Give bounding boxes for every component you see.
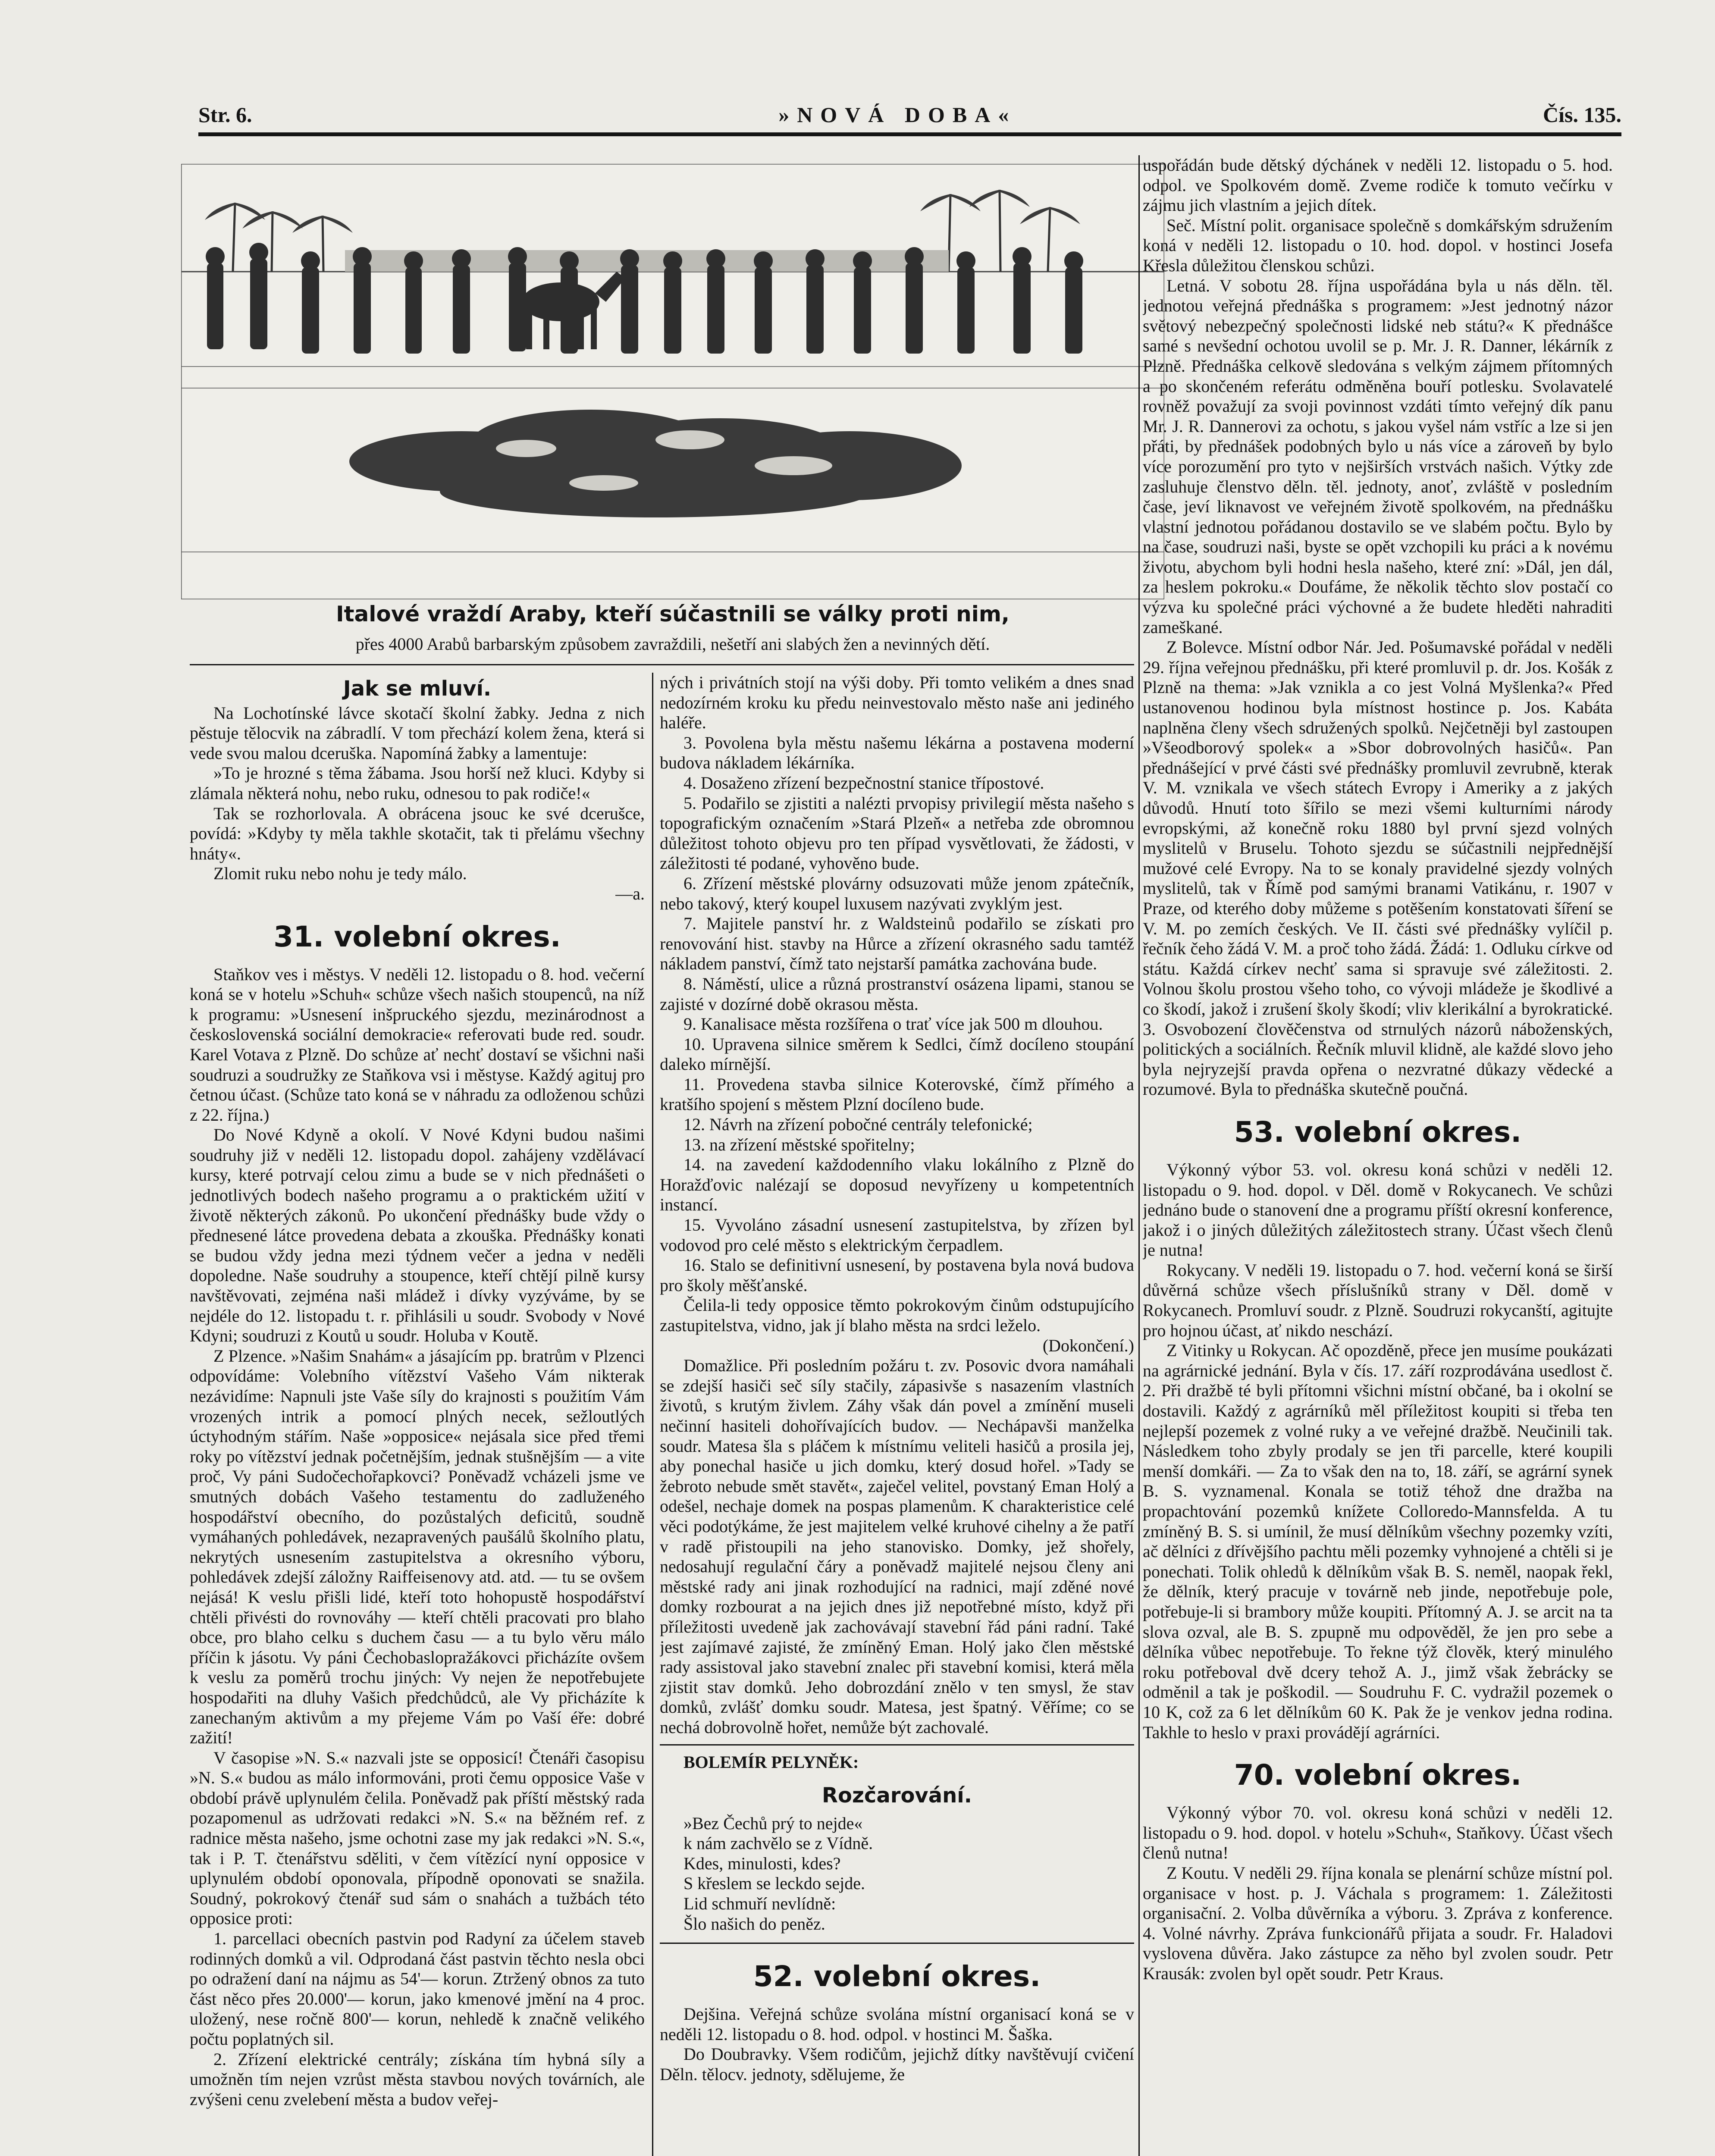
paragraph: Z Plzence. »Našim Snahám« a jásajícím pp. bratrům v Plzenci odpovídáme: Volebního vítězství Vašeho Vám nikterak nezávidíme: Napnuli jste Vaše síly do krajnosti s použitím Vám vrozených intrik a pomocí plných necek, sežloutlých úctyhodným stářím. Naše »opposice« nejásala sice před třemi roky po vítězství jednak početnějším, jednak stušnějším — a vite proč, Vy páni Sudočechořapkovci? Poněvadž vcházeli jsme ve smutných dobách Vašeho testamentu do zadluženého hospodářství obecního, do pozůstalých deficitů, soudně vymáhaných pohledávek, nezapravených paušálů školního platu, nekrytých usnesením zastupitelstva a okresního výboru, pohledávek zdejší záložny Raiffeisenovy atd. atd. — tu se ovšem nejásá! K veslu přišli lidé, kteří toto hohopustě hospodářství chtěli přivésti do rovnováhy — kteří chtěli pracovati pro blaho obce, pro blaho celku s duchem času — a tu bylo věru málo příčin k jásotu. Vy páni Čechobaslopražákovci přicházíte ovšem k veslu za poměrů trochu jiných: Vy nejen že nepotřebujete hospodařiti na dluhy Vašich předchůdců, ale Vy přicházíte k zanechaným aktivům a my přejeme Vám po Vaší éře: dobré zažití! [190,1346,645,1748]
paragraph: Z Koutu. V neděli 29. října konala se plenární schůze místní pol. organisace v host. p. J. Váchala s programem: 1. Záležitosti organisační. 2. Volba důvěrníka a výboru. 3. Zpráva z konference. 4. Volné návrhy. Zpráva funkcionářů přijata a soudr. Fr. Haladovi vyslovena důvěra. Jako zástupce za něho byl zvolen soudr. Petr Krausák: zvolen byl opět soudr. Petr Kraus. [1143,1863,1613,1983]
illustration-execution-scene [181,164,1164,599]
paragraph: V časopise »N. S.« nazvali jste se opposicí! Čtenáři časopisu »N. S.« budou as málo informováni, proti čemu opposice Vaše v období právě uplynulém čelila. Poněvadž pak příští městský rada pozapomenul as udržovati redakci »N. S.« na běžném ref. z radnice města našeho, jsme ochotni zase my jak redakci »N. S.«, tak i P. T. čtenářstvu sděliti, v čem vítězící nyní opposice v uplynulém období oponovala, přípodně oponovati se snažila. Soudný, pokrokový čtenář sud sám o snahách a tužbách této opposice proti: [190,1748,645,1928]
list-item: 12. Návrh na zřízení pobočné centrály telefonické; [683,1115,1033,1134]
issue-number: Čís. 135. [1543,103,1621,127]
section-heading: 31. volební okres. [273,920,561,953]
illustration-caption: Italové vraždí Araby, kteří súčastnili se války proti nim, [335,602,1010,627]
poem-line: Kdes, minulosti, kdes? [683,1853,841,1873]
poem-line: k nám zachvělo se z Vídně. [683,1833,873,1853]
paragraph: Výkonný výbor 53. vol. okresu koná schůzi v neděli 12. listopadu o 9. hod. dopol. v Děl. domě v Rokycanech. Ve schůzi jednáno bude o stanovení dne a programu příští okresní konference, jakož i o jiných důležitých záležitostech strany. Účast všech členů je nutna! [1143,1159,1613,1260]
paragraph: Letná. V sobotu 28. října uspořádána byla u nás děln. těl. jednotou veřejná přednáška s programem: »Jest jednotný názor světový nebezpečný společnosti lidské neb státu?« K přednášce samé s nevšední ochotou uvolil se p. Mr. J. R. Danner, lékárník z Plzně. Přednáška celkově sledována s velkým zájmem přítomných a po skončeném referátu odměněna bouří potlesku. Svolavatelé rovněž považují za svoji povinnost vzdáti tímto veřejný dík panu Mr. J. R. Dannerovi za ochotu, s jakou vyšel nám vstříc a lze si jen přáti, by přednášek podobných bylo u nás více a zároveň by bylo více porozumění pro tyto v nejširších vrstvách našich. Výtky zde zasluhuje členstvo děln. těl. jednoty, anoť, zvláště v posledním čase, jeví liknavost ve veřejném životě spolkovém, na přednášku vlastní jednotou pořádanou dostavilo se ve slabém počtu. Bylo by na čase, soudruzi naši, byste se opět vzchopili ku práci a k novému životu, abychom byli hodni hesla našeho, které zní: »Dál, jen dál, za heslem pokroku.« Doufáme, že několik těchto slov postačí co výzva ku společné práci výchovné a že budete hleděti nahraditi zameškané. [1143,276,1613,637]
list-item: 9. Kanalisace města rozšířena o trať více jak 500 m dlouhou. [683,1014,1103,1034]
list-item: 14. na zavedení každodenního vlaku lokálního z Plzně do Horažďovic nalézají se doposud nevyřízeny u kompetentních instancí. [660,1155,1134,1215]
section-heading: 53. volební okres. [1234,1115,1522,1149]
paragraph: Seč. Místní polit. organisace společně s domkářským sdružením koná v neděli 12. listopadu o 10. hod. dopol. v hostinci Josefa Křesla důležitou členskou schůzi. [1143,215,1613,275]
list-item: 16. Stalo se definitivní usnesení, by postavena byla nová budova pro školy měšťanské. [660,1255,1134,1295]
list-item: 4. Dosaženo zřízení bezpečnostní stanice třípostové. [683,773,1044,793]
poem-line: Šlo našich do peněz. [683,1914,825,1934]
signature: —a. [615,884,645,903]
caption-divider [190,664,1134,665]
column-left [190,673,645,2156]
paragraph: Rokycany. V neděli 19. listopadu o 7. hod. večerní koná se širší důvěrná schůze všech příslušníků strany v Děl. domě v Rokycanech. Promluví soudr. z Plzně. Soudruzi rokycanští, agitujte pro hojnou účast, ať nikdo neschází. [1143,1260,1613,1340]
poem-line: S křeslem se leckdo sejde. [683,1874,865,1893]
paragraph: uspořádán bude dětský dýchánek v neděli 12. listopadu o 5. hod. odpol. ve Spolkovém domě. Zveme rodiče k tomuto večírku v zájmu jich vlastním a jejich dítek. [1143,155,1613,215]
paragraph: Tak se rozhorlovala. A obrácena jsouc ke své dcerušce, povídá: »Kdyby ty měla takhle skotačit, tak ti přelámu všechny hnáty«. [190,803,645,863]
paragraph: Dejšina. Veřejná schůze svolána místní organisací koná se v neděli 12. listopadu o 8. hod. odpol. v hostinci M. Šaška. [660,2004,1134,2044]
paragraph: ných i privátních stojí na výši doby. Při tomto velikém a dnes snad nedozírném kroku ku předu neinvestovalo město naše ani jediného haléře. [660,673,1134,733]
section-heading: 70. volební okres. [1234,1758,1522,1792]
section-heading: 52. volební okres. [753,1960,1041,1993]
list-item: 7. Majitele panství hr. z Waldsteinů podařilo se získati pro renovování hist. stavby na Hůrce a zřízení okrasného sadu tamtéž nákladem panství, čímž tato nejstarší památka zachována bude. [660,914,1134,974]
paragraph: Z Bolevce. Místní odbor Nár. Jed. Pošumavské pořádal v neděli 29. října veřejnou přednášku, při které promluvil p. dr. Jos. Košák z Plzně na thema: »Jak vznikla a co jest Volná Myšlenka?« Před ustanovenou hodinou byla místnost hostince p. Jos. Kabáta naplněna členy všech sdružených spolků. Nejčetněji byl zastoupen »Všeodborový spolek« a »Sbor dobrovolných hasičů«. Pan přednášející v prvé části své přednášky promluvil zevrubně, kterak V. M. vznikala ve všech státech Evropy i Ameriky a z jakých důvodů. Hnutí toto šířilo se mezi všemi kulturními národy evropskými, až konečně roku 1880 byl první sjezd volných myslitelů v Bruselu. Tohoto sjezdu se súčastnili nejpřednější mužové celé Evropy. Na to se konaly pravidelné sjezdy volných myslitelů, tak v Římě pod samými branami Vatikánu, r. 1907 v Praze, od kterého doby můžeme s potěšením konstatovati šíření se V. M. po zemích českých. Ve II. části své přednášky vylíčil p. řečník čeho žádá V. M. a proč toho žádá. Žádá: 1. Odluku církve od státu. Každá církev nechť sama si spravuje své záležitosti. 2. Volnou školu prostou všeho toho, co vývoji mládeže je škodlivé a co škodí, jakož i zrušení školy škodí; vliv klerikální a byrokratické. 3. Osvobození člověčenstva od strnulých názorů náboženských, politických a sociálních. Řečník mluvil klidně, ale každé slovo jeho byla nejryzejší pravda opřena o nezvratné důkazy vědecké a rozumové. Byla to přednáška skutečně poučná. [1143,637,1613,1099]
paragraph: Výkonný výbor 70. vol. okresu koná schůzi v neděli 12. listopadu o 9. hod. dopol. v hotelu »Schuh«, Staňkovy. Účast všech členů nutna! [1143,1803,1613,1863]
poem-line: Lid schmuří nevlídně: [683,1894,836,1914]
list-item: 15. Vyvoláno zásadní usnesení zastupitelstva, by zřízen byl vodovod pro celé město s elektrickým čerpadlem. [660,1215,1134,1255]
page-header [198,93,1621,136]
paragraph: »To je hrozné s těma žábama. Jsou horší než kluci. Kdyby si zlámala některá nohu, nebo ruku, odnesou to pak rodiče!« [190,763,645,803]
paragraph: 1. parcellaci obecních pastvin pod Radyní za účelem staveb rodinných domků a vil. Odprodaná část pastvin těchto nesla obci po odražení daní na nájmu as 54'— korun. Ztržený obnos za tuto část něco přes 20.000'— korun, jako kmenové jmění na 4 proc. uložený, nese ročně 800'— korun, nehledě k značně velikého počtu poplatných sil. [190,1929,645,2049]
divider [660,1744,1134,1745]
poem-author: BOLEMÍR PELYNĚK: [683,1752,859,1772]
illustration-subcaption: přes 4000 Arabů barbarským způsobem zavraždili, nešetří ani slabých žen a nevinných dětí. [355,634,990,654]
list-item: 8. Náměstí, ulice a různá prostranství osázena lipami, stanou se zajisté v dozírné době okrasou města. [660,974,1134,1014]
paragraph: Čelila-li tedy opposice těmto pokrokovým činům odstupujícího zastupitelstva, vidno, jak jí blaho města na srdci leželo. [660,1295,1134,1335]
poem-title: Rozčarování. [822,1783,972,1808]
paragraph: Zlomit ruku nebo nohu je tedy málo. [213,864,467,884]
column-right [1143,155,1613,2156]
list-item: 3. Povolena byla městu našemu lékárna a postavena moderní budova nákladem lékárníka. [660,733,1134,773]
paragraph: Z Vitinky u Rokycan. Ač opozděně, přece jen musíme poukázati na agrárnické jednání. Byla v čís. 17. září rozprodávána usedlost č. 2. Při dražbě té byli přítomni všichni místní občané, ba i okolní se dostavili. Každý z agrárníků měl příležitost koupiti si třeba ten nejlepší pozemek z volné ruky a ve veřejné dražbě. Neučinili tak. Následkem toho zbyly prodaly se jen tři parcelle, které koupili menší domkáři. — Za to však den na to, 18. září, se agrární synek B. S. vyznamenal. Konala se totiž téhož dne dražba na propachtování pozemků knížete Colloredo-Mannsfelda. A tu zmíněný B. S. si umínil, že musí dělníkům všechny pozemky vzíti, ač dělníci z dřívějšího pachtu měli pozemky vyhnojené a chtěli si je ponechati. Tolik ohledů k dělníkům však B. S. neměl, naopak řekl, že dělník, který pracuje v továrně neb jinde, nepotřebuje pole, potřebuje-li si brambory může koupiti. Přítomný A. J. se arcit na ta slova ozval, ale B. S. zpupně mu odpověděl, že jen pro sebe a dělníka vůbec nepotřebuje. To řekne týž člověk, který minulého roku potřeboval dvě dcery tehož A. J., jimž však žebrácky se odměnil a tak je poškodil. — Soudruhu F. C. vydražil pozemek o 10 K, což za 6 let dělníkům 60 K. Pak že je venkov jedna rodina. Takhle to heslo v praxi provádějí agrárníci. [1143,1341,1613,1742]
article-title: Jak se mluví. [343,677,492,701]
poem-line: »Bez Čechů prý to nejde« [683,1813,863,1833]
paragraph: Domažlice. Při posledním požáru t. zv. Posovic dvora namáhali se zdejší hasiči seč síly stačily, zápasivše s nasazením vlastních životů, s krutým živlem. Záhy však dán povel a zmínění museli nečinní hasiteli dohořívajících budov. — Nechápavši manželka soudr. Matesa šla s pláčem k místnímu veliteli hasičů a prosila jej, aby ponechal hasiče u jich domku, který dosud hořel. »Tady se žebroto nebude smět stavět«, zaječel velitel, povstaný Eman Holý a odešel, nechaje domek na pospas plamenům. K charakteristice celé věci podotýkáme, že jest majitelem velké kruhové cihelny a že patří v radě přistoupili na jeho stanovisko. Domky, jež shořely, nedosahují regulační čáry a poněvadž majitelé nejsou členy ani městské rady ani jinak rozhodující na radnici, mají zděné nové domky rozbourat a na jejich dnes již nepotřebné místo, když při příležitosti uvedeně jak zachovávají stavební řád páni radní. Také jest zajímavé zajisté, že zmíněný Eman. Holý jako člen městské rady assistoval jako stavební znalec při stavební komisi, která měla zjistit stav domků. Jeho dobrozdání znělo v ten smysl, že stav domků, zvlášť domku soudr. Matesa, jest špatný. Věříme; co se nechá dobrovolně hořet, nemůže být zachovalé. [660,1356,1134,1737]
paragraph: Do Doubravky. Všem rodičům, jejichž dítky navštěvují cvičení Děln. tělocv. jednoty, sdělujeme, že [660,2044,1134,2084]
list-item: 10. Upravena silnice směrem k Sedlci, čímž docíleno stoupání daleko mírnější. [660,1034,1134,1074]
list-item: 6. Zřízení městské plovárny odsuzovati může jenom zpátečník, nebo takový, který koupel luxusem nazývati zvyklým jest. [660,873,1134,913]
paragraph: Staňkov ves i městys. V neděli 12. listopadu o 8. hod. večerní koná se v hotelu »Schuh« schůze všech našich stoupenců, na níž k programu: »Usnesení inšpruckého sjezdu, mezinárodnost a československá sociální demokracie« referovati bude red. soudr. Karel Votava z Plzně. Do schůze ať nechť dostaví se všichni naši soudruzi a soudružky ze Staňkova vsi i městyse. Každý agituj pro četnou účast. (Schůze tato koná se v náhradu za odloženou schůzi z 22. října.) [190,964,645,1125]
column-divider [652,673,653,2156]
list-item: 13. na zřízení městské spořitelny; [683,1134,915,1154]
column-divider [1138,155,1140,2156]
paragraph: 2. Zřízení elektrické centrály; získána tím hybná síly a umožněn tím nejen vzrůst města stavbou nových továrních, ale zvýšeni cenu zvelebení města a budov veřej- [190,2049,645,2109]
continuation-note: (Dokončení.) [1042,1335,1134,1355]
column-middle [660,673,1134,2156]
list-item: 5. Podařilo se zjistiti a nalézti prvopisy privilegií města našeho s topografickým označením »Stará Plzeň« a netřeba zde obromnou důležitost tohoto objevu pro ten případ vysvětlovati, že žádosti, v záležitosti té podané, vyhověno bude. [660,793,1134,873]
paragraph: Do Nové Kdyně a okolí. V Nové Kdyni budou našimi soudruhy již v neděli 12. listopadu dopol. zahájeny vzdělávací kursy, které potrvají celou zimu a bude se v nich přednášeti o jednotlivých bodech našeho programu a o praktickém užití v životě některých zákonů. Po ukončení přednášky bude vždy o přednesené látce provedena debata a zkouška. Přednášky konati se budou vždy jedna mezi týdnem večer a jedna v neděli dopoledne. Naše soudruhy a stoupence, kteří chtějí pilně kursy navštěvovati, zejména naši mládež i dívky vyzýváme, by se nejdéle do 12. listopadu t. r. přihlásili u soudr. Svobody v Nové Kdyni; soudruzi z Koutů u soudr. Holuba v Koutě. [190,1125,645,1346]
divider [660,1943,1134,1944]
list-item: 11. Provedena stavba silnice Koterovské, čímž přímého a kratšího spojení s městem Plzní docíleno bude. [660,1074,1134,1114]
paragraph: Na Lochotínské lávce skotačí školní žabky. Jedna z nich pěstuje tělocvik na zábradlí. V tom přechází kolem žena, která si vede svou malou dceruška. Napomíná žabky a lamentuje: [190,703,645,763]
newspaper-title: »NOVÁ DOBA« [778,103,1017,127]
page-number: Str. 6. [198,103,252,127]
